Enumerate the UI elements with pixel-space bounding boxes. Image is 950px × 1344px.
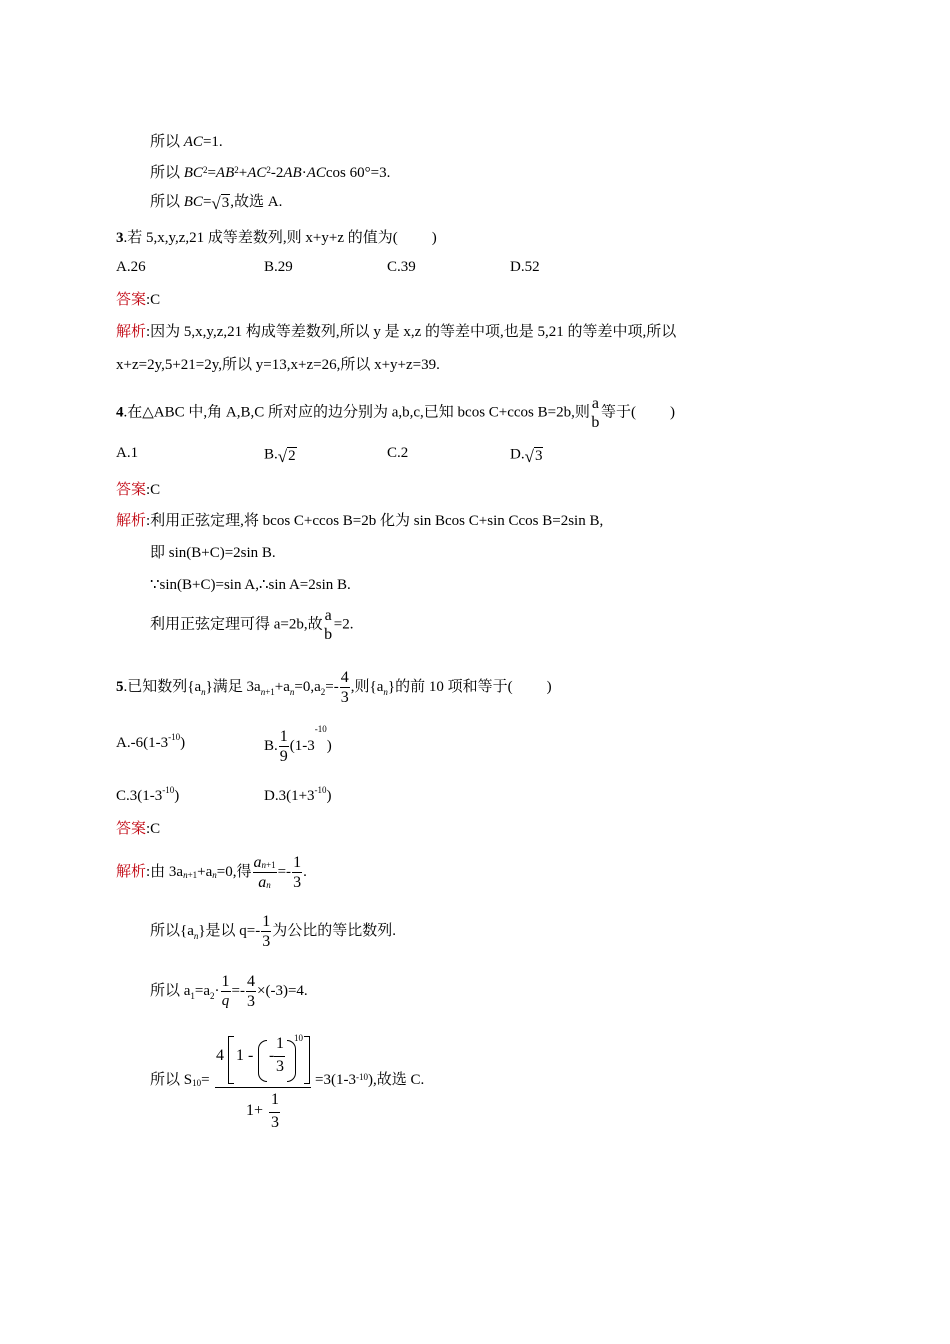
q5-option-a: $A.-6(1-3^{-10})$ <box>116 732 186 751</box>
q4-analysis-4: 利用正弦定理可得 a=2b,故 a b =2. <box>150 607 354 643</box>
fraction-bar <box>269 1112 280 1113</box>
q5-analysis-2: 所以$\{a_n\}$是以 q=- $\frac{1}{3}$ 为公比的等比数列. <box>150 913 397 950</box>
q5-analysis-4-prefix: 所以 $S_{10}=$ <box>150 1072 210 1088</box>
fraction: a b <box>591 395 600 431</box>
sum-fraction: 4 1 - - 1 3 10 1+ 1 3 <box>213 1030 313 1140</box>
q5-analysis-1: 解析:由 $3a_{n+1}+a_n=0$,得 $\frac{a_{n+1}}{a_n}$ =- $\frac{1}{3}$ . <box>116 854 307 892</box>
main-fraction-bar <box>215 1087 311 1088</box>
q3-answer: 答案:C <box>116 292 161 308</box>
q5-analysis-4-result: $=3(1-3^{-10})$,故选 C. <box>315 1072 425 1088</box>
q4-option-a: A.1 <box>116 445 139 461</box>
q4-analysis-3: ∵sin(B+C)=sin A,∴sin A=2sin B. <box>150 577 351 593</box>
math-var: AC <box>183 134 203 150</box>
fraction: $\frac{1}{q}$ <box>221 973 230 1009</box>
q4-option-c: C.2 <box>387 445 409 461</box>
fraction: $\frac{4}{3}$ <box>247 973 256 1010</box>
prev-line-1: 所以 AC=1. <box>150 134 223 150</box>
fraction: $\frac{1}{3}$ <box>262 913 271 950</box>
fraction: $\frac{4}{3}$ <box>340 669 349 706</box>
q4-option-b: B.√2 <box>264 446 296 466</box>
fraction: $\frac{1}{9}$ <box>279 728 288 765</box>
sqrt: √2 <box>277 447 296 466</box>
q5-option-d: $D.3(1+3^{-10})$ <box>264 785 332 804</box>
fraction: $\frac{a_{n+1}}{a_n}$ <box>253 854 276 892</box>
right-paren <box>287 1040 296 1082</box>
q3-option-c: C.39 <box>387 259 416 275</box>
q3-analysis-1: 解析:因为 5,x,y,z,21 构成等差数列,所以 y 是 x,z 的等差中项,也是 5,21 的等差中项,所以 <box>116 324 677 340</box>
fraction: a b <box>324 607 333 643</box>
q5-option-c: $C.3(1-3^{-10})$ <box>116 785 180 804</box>
left-paren <box>258 1040 267 1082</box>
q4-stem: 4.在△ABC 中,角 A,B,C 所对应的边分别为 a,b,c,已知 bcos C+ccos B=2b,则 a b 等于( ) <box>116 395 675 431</box>
q3-analysis-2: x+z=2y,5+21=2y,所以 y=13,x+z=26,所以 x+y+z=39. <box>116 357 440 373</box>
q5-answer: 答案:C <box>116 821 161 837</box>
q3-option-a: A.26 <box>116 259 146 275</box>
q4-analysis-2: 即 sin(B+C)=2sin B. <box>150 545 276 561</box>
prev-line-3: 所以 BC=√3,故选 A. <box>150 194 283 214</box>
sqrt: √3 <box>211 194 230 214</box>
fraction-bar <box>274 1056 285 1057</box>
q5-stem: 5.已知数列$\{a_n\}$满足 $3a_{n+1}+a_n=0,a_2=-$ $\frac{4}{3}$ ,则$\{a_n\}$的前 10 项和等于( ) <box>116 669 552 706</box>
q4-option-d: D.√3 <box>510 446 543 466</box>
left-bracket <box>228 1036 234 1084</box>
q5-option-b: B. $\frac{1}{9}$ $(1-3^{-10})$ <box>264 724 332 765</box>
q4-answer: 答案:C <box>116 482 161 498</box>
q3-stem: 3.若 5,x,y,z,21 成等差数列,则 x+y+z 的值为( ) <box>116 230 437 246</box>
q3-option-d: D.52 <box>510 259 540 275</box>
q5-analysis-3: 所以 $a_1=a_2\cdot$ $\frac{1}{q}$ =- $\frac{4}{3}$ ×(-3)=4. <box>150 973 308 1010</box>
q3-option-b: B.29 <box>264 259 293 275</box>
q4-analysis-1: 解析:利用正弦定理,将 bcos C+ccos B=2b 化为 sin Bcos C+sin Ccos B=2sin B, <box>116 513 604 529</box>
sqrt: √3 <box>524 447 543 466</box>
prev-line-2: 所以 $BC^2=AB^2+AC^2-2AB\cdot ACcos$ 60°=3. <box>150 165 391 181</box>
fraction: $\frac{1}{3}$ <box>293 854 302 892</box>
right-bracket <box>304 1036 310 1084</box>
